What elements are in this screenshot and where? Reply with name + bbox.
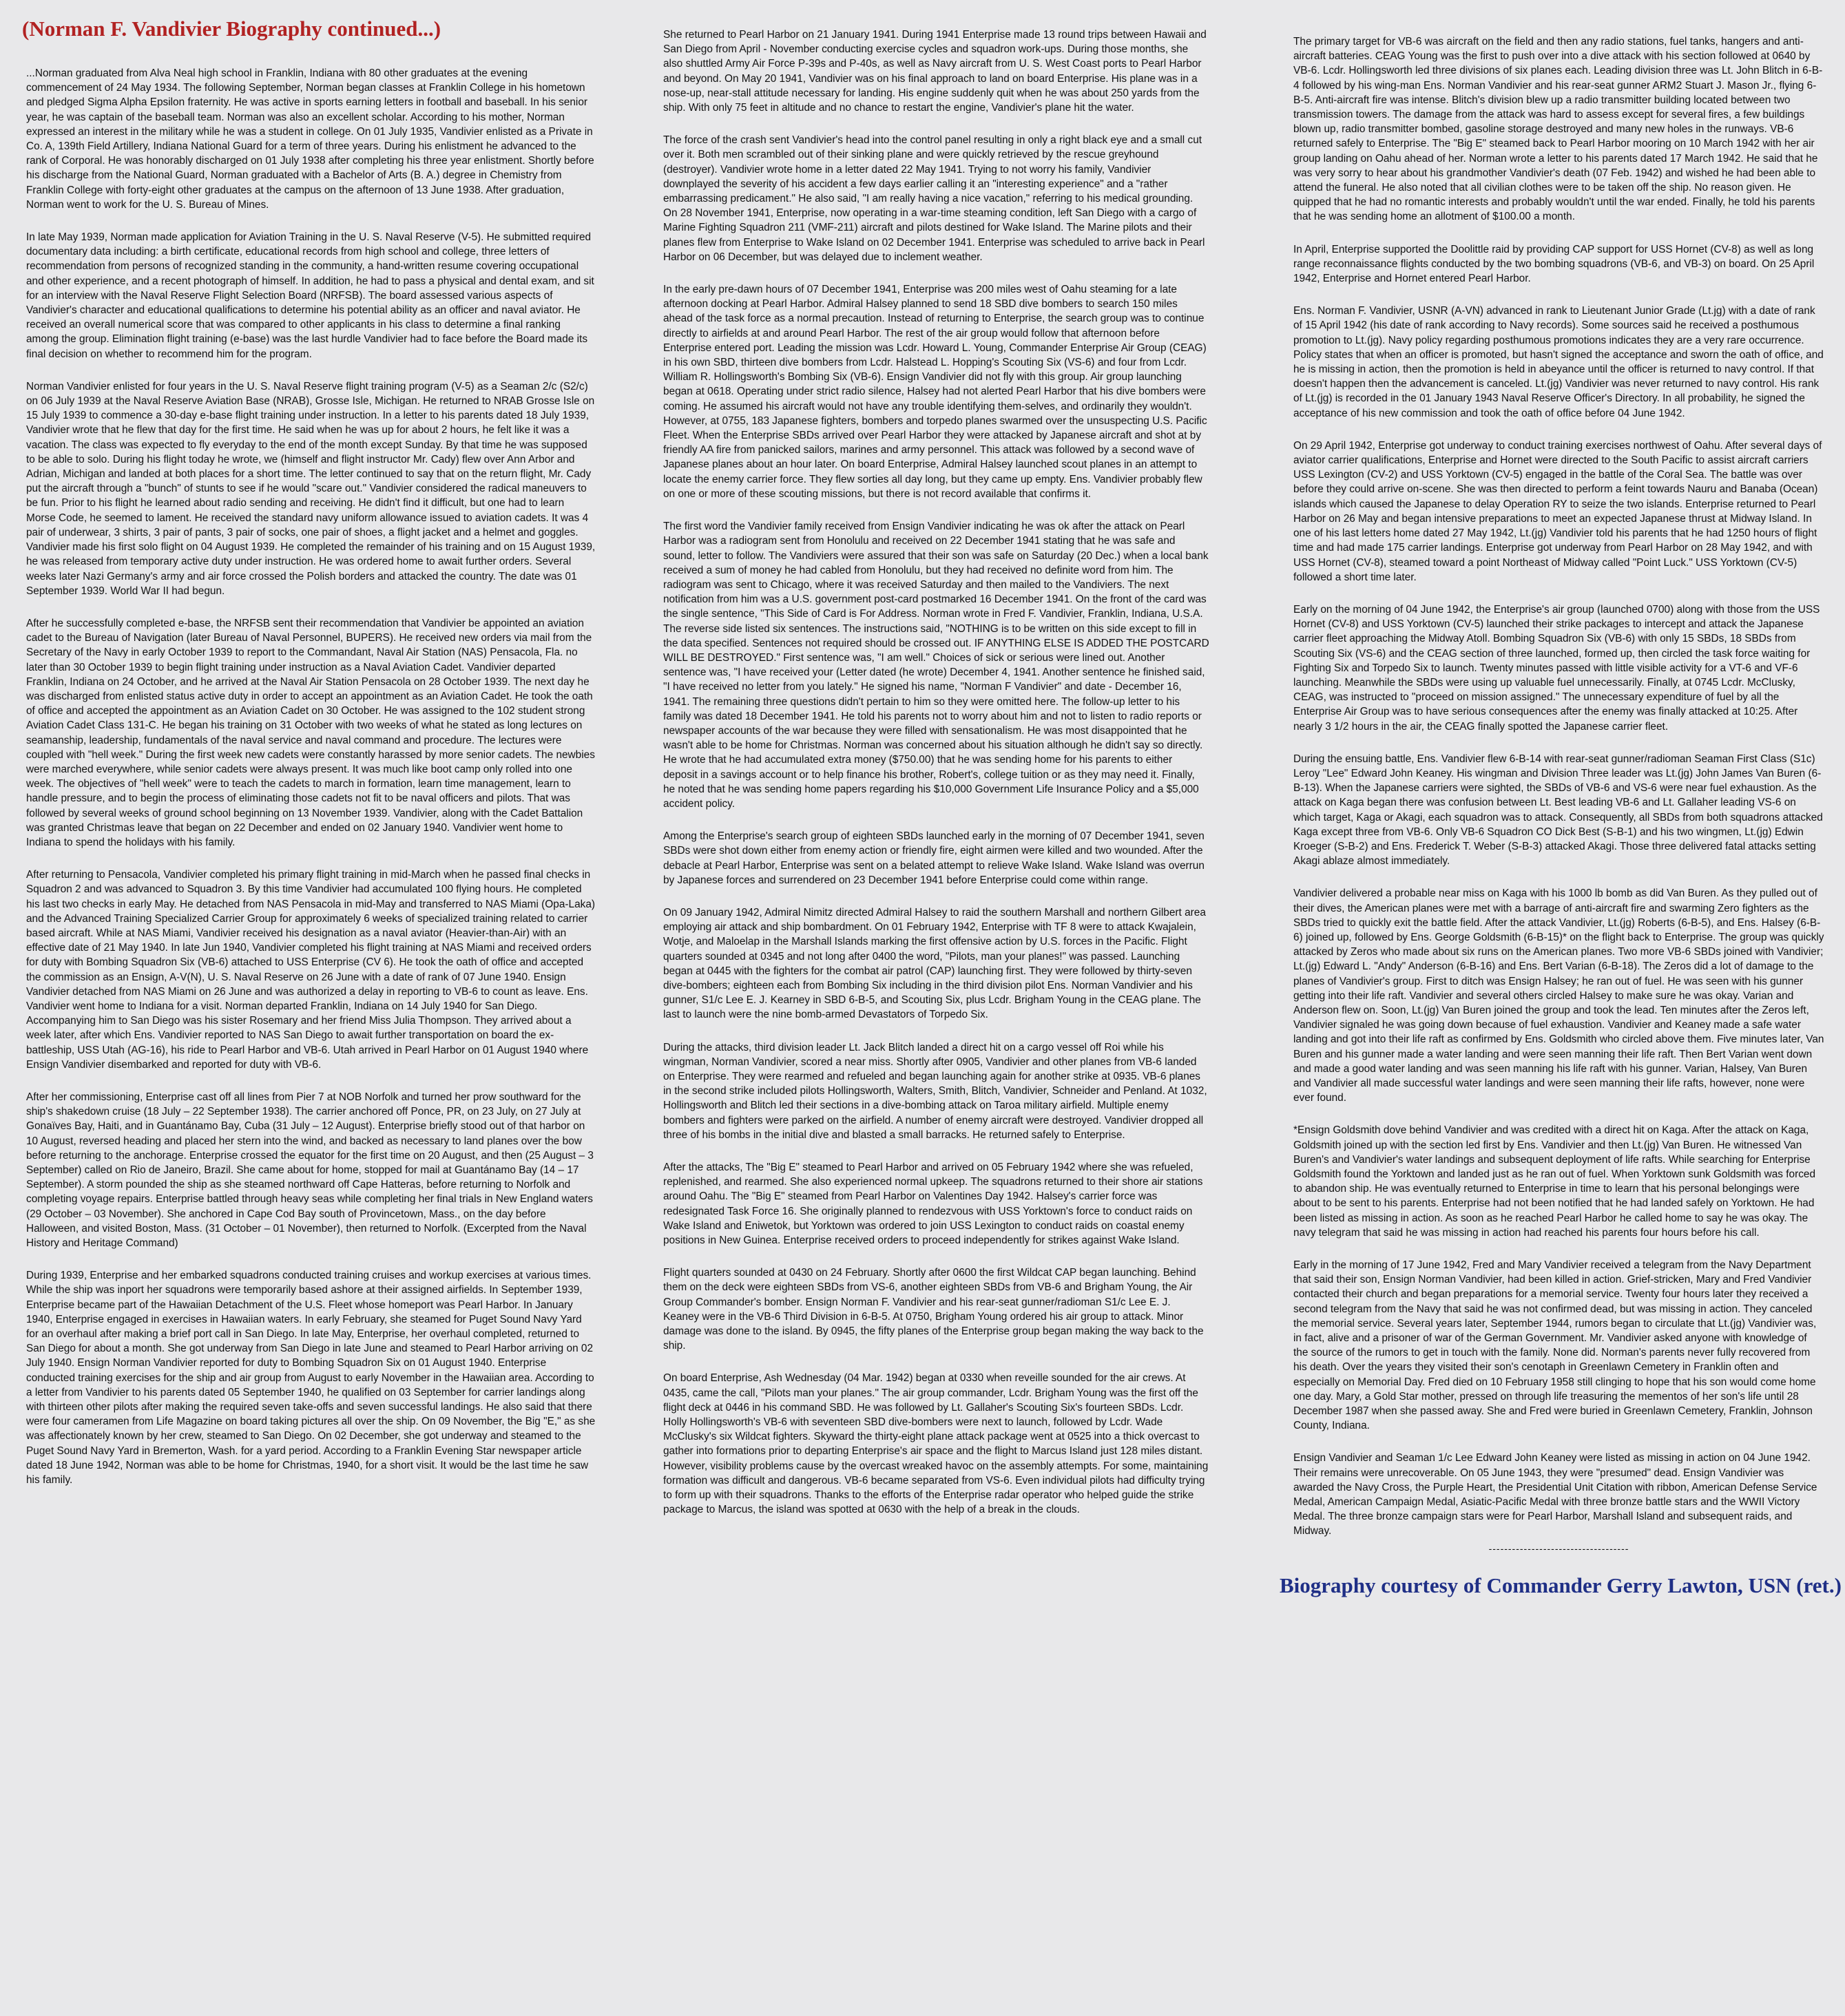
credit-line: Biography courtesy of Commander Gerry Lawton, USN (ret.) — [1280, 1573, 1842, 1597]
column-1 — [0, 0, 615, 2016]
paragraph: Early in the morning of 17 June 1942, Fred and Mary Vandivier received a telegram from the Navy Department that said their son, Ensign Norman Vandivier, had been killed in action. Grief-stricken, Mary and Fred Vandivier contacted their church and began preparations for a memorial service. Twenty four hours later they received a second telegram from the Navy that said he was not confirmed dead, but was missing in action. They canceled the memorial service. Several years later, September 1944, rumors began to circulate that Lt.(jg) Vandivier was, in fact, alive and a prisoner of war of the German Government. Mr. Vandivier asked anyone with knowledge of the source of the rumors to get in touch with the family. None did. Norman's parents never fully recovered from his death. Over the years they visited their son's cenotaph in Greenlawn Cemetery in Franklin often and especially on Memorial Day. Fred died on 10 February 1958 still clinging to hope that his son would come home one day. Mary, a Gold Star mother, pressed on through life treasuring the mementos of her son's life until 28 December 1987 when she passed away. She and Fred were buried in Greenlawn Cemetery, Franklin, Johnson County, Indiana. — [1293, 1259, 1817, 1432]
paragraph: Flight quarters sounded at 0430 on 24 February. Shortly after 0600 the first Wildcat CAP began launching. Behind them on the deck were eighteen SBDs from VS-6, another eighteen SBDs from VB-6 and Brigham Young, the Air Group Commander's bomber. Ensign Norman F. Vandivier and his rear-seat gunner/radioman S1/c Lee E. J. Keaney were in the VB-6 Third Division in 6-B-5. At 0750, Brigham Young ordered his air group to attack. Minor damage was done to the island. By 0945, the fifty planes of the Enterprise group began making the way back to the ship. — [663, 1267, 1204, 1352]
paragraph: In late May 1939, Norman made application for Aviation Training in the U. S. Naval Reserve (V-5). He submitted required documentary data including: a birth certificate, educational records from high school and college, three letters of recommendation from persons of recognized standing in the community, a hand-written resume covering occupational and other experience, and a recent photograph of himself. In addition, he had to pass a physical and dental exam, and sit for an interview with the Naval Reserve Flight Selection Board (NRFSB). The board assessed various aspects of Vandivier's character and educational qualifications to determine his potential ability as an officer and naval aviator. He received an overall numerical score that was compared to other applicants in his class to determine a final ranking among the group. Elimination flight training (e-base) was the last hurdle Vandivier had to face before the Board made its final decision on whether to recommend him for the program. — [26, 231, 594, 360]
paragraph: In April, Enterprise supported the Doolittle raid by providing CAP support for USS Hornet (CV-8) as well as long range reconnaissance flights conducted by the two bombing squadrons (VB-6, and VB-3) on board. On 25 April 1942, Enterprise and Hornet entered Pearl Harbor. — [1293, 243, 1815, 285]
paragraph: On 09 January 1942, Admiral Nimitz directed Admiral Halsey to raid the southern Marshall and northern Gilbert area employing air attack and ship bombardment. On 01 February 1942, Enterprise with TF 8 were to attack Kwajalein, Wotje, and Maloelap in the Marshall Islands marking the first offensive action by U.S. forces in the Pacific. Flight quarters sounded at 0345 and not long after 0400 the word, "Pilots, man your planes!" was passed. Launching began at 0445 with the fighters for the combat air patrol (CAP) launching first. They were followed by thirty-seven dive-bombers; eighteen each from Bombing Six including in the third division pilot Ens. Norman Vandivier and his gunner, S1/c Lee E. J. Kearney in SBD 6-B-5, and Scouting Six, plus Lcdr. Brigham Young in the CEAG plane. The last to launch were the nine bomb-armed Devastators of Torpedo Six. — [663, 906, 1206, 1021]
paragraph: She returned to Pearl Harbor on 21 January 1941. During 1941 Enterprise made 13 round trips between Hawaii and San Diego from April - November conducting exercise cycles and squadron work-ups. During those months, she also shuttled Army Air Force P-39s and P-40s, as well as Navy aircraft from U. S. West Coast ports to Pearl Harbor and beyond. On May 20 1941, Vandivier was on his final approach to land on board Enterprise. His plane was in a nose-up, near-stall attitude necessary for landing. His engine suddenly quit when he was about 250 yards from the ship. With only 75 feet in altitude and no chance to restart the engine, Vandivier's plane hit the water. — [663, 29, 1207, 114]
paragraph: The force of the crash sent Vandivier's head into the control panel resulting in only a right black eye and a small cut over it. Both men scrambled out of their sinking plane and were quickly retrieved by the rescue greyhound (destroyer). Vandivier wrote home in a letter dated 22 May 1941. Trying to not worry his family, Vandivier downplayed the severity of his accident a few days earlier calling it an "interesting experience" and a "rather embarrassing predicament." He also said, "I am really having a nice vacation," referring to his medical grounding. On 28 November 1941, Enterprise, now operating in a war-time steaming condition, left San Diego with a cargo of Marine Fighting Squadron 211 (VMF-211) aircraft and pilots destined for Wake Island. The Marine pilots and their planes flew from Enterprise to Wake Island on 02 December 1941. Enterprise was scheduled to arrive back in Pearl Harbor on 06 December, but was delayed due to inclement weather. — [663, 134, 1205, 263]
column-3 — [1230, 0, 1845, 2016]
paragraph: After he successfully completed e-base, the NRFSB sent their recommendation that Vandivier be appointed an aviation cadet to the Bureau of Navigation (later Bureau of Naval Personnel, BUPERS). He received new orders via mail from the Secretary of the Navy in early October 1939 to report to the Commandant, Naval Air Station (NAS) Pensacola, Fla. no later than 30 October 1939 to begin flight training under instruction as a Naval Aviation Cadet. Vandivier departed Franklin, Indiana on 24 October, and he arrived at the Naval Air Station Pensacola on 28 October 1939. The next day he was discharged from enlisted status active duty in order to accept an appointment as an Aviation Cadet. He took the oath of office and accepted the appointment as an Aviation Cadet on 30 October. He was assigned to the 102 student strong Aviation Cadet Class 131-C. He began his training on 31 October with two weeks of what he stated as long lectures on seamanship, leadership, fundamentals of the naval service and naval command and procedure. The lectures were coupled with "hell week." During the first week new cadets were constantly harassed by more senior cadets. The newbies were marched everywhere, while senior cadets were always present. It was much like boot camp only rolled into one week. The objectives of "hell week" were to teach the cadets to march in formation, learn time management, learn to handle pressure, and to begin the process of eliminating those cadets not fit to be naval officers and pilots. That was followed by several weeks of ground school beginning on 13 November 1939. Vandivier, along with the Cadet Battalion was granted Christmas leave that began on 22 December and ended on 02 January 1940. Vandivier went home to Indiana to spend the holidays with his family. — [26, 617, 595, 848]
paragraph: Norman Vandivier enlisted for four years in the U. S. Naval Reserve flight training program (V-5) as a Seaman 2/c (S2/c) on 06 July 1939 at the Naval Reserve Aviation Base (NRAB), Grosse Isle, Michigan. He returned to NRAB Grosse Isle on 15 July 1939 to commence a 30-day e-base flight training under instruction. In a letter to his parents dated 18 July 1939, Vandivier wrote that he flew that day for the first time. He said when he was up for about 2 hours, he felt like it was a vacation. The class was expected to fly everyday to the end of the month except Sunday. By that time he was supposed to be able to solo. During his flight today he wrote, we (himself and flight instructor Mr. Cady) flew over Ann Arbor and Adrian, Michigan and landed at both places for a short time. The letter continued to say that on the return flight, Mr. Cady put the aircraft through a "bunch" of stunts to see if he would "scare out." Vandivier considered the radical maneuvers to be fun. Prior to his flight he learned about radio sending and receiving. He didn't find it difficult, but one had to learn Morse Code, he seemed to lament. He received the standard navy uniform allowance issued to aviation cadets. It was 4 pair of underwear, 3 shirts, 3 pair of pants, 3 pair of socks, one pair of shoes, a flight jacket and a helmet and goggles. Vandivier made his first solo flight on 04 August 1939. He completed the remainder of his training and on 15 August 1939, he was released from temporary active duty under instruction. He was ordered home to await further orders. Several weeks later Nazi Germany's army and air force crossed the Polish borders and attacked the country. The date was 01 September 1939. World War II had begun. — [26, 380, 596, 597]
paragraph: The first word the Vandivier family received from Ensign Vandivier indicating he was ok after the attack on Pearl Harbor was a radiogram sent from Honolulu and received on 22 December 1941 stating that he was safe and sound, letter to follow. The Vandiviers were assured that their son was safe on Saturday (20 Dec.) when a local bank received a sum of money he had cabled from Honolulu, but they had received no definite word from him. The radiogram was sent to Chicago, where it was received Saturday and then mailed to the Vandiviers. The next notification from him was a U.S. government post-card postmarked 16 December 1941. On the front of the card was the single sentence, "This Side of Card is For Address. Norman wrote in Fred F. Vandivier, Franklin, Indiana, U.S.A. The reverse side listed six sentences. The instructions said, "NOTHING is to be written on this side except to fill in the data specified. Sentences not required should be crossed out. IF ANYTHING ELSE IS ADDED THE POSTCARD WILL BE DESTROYED." First sentence was, "I am well." Choices of sick or serious were lined out. Another sentence was, "I have received your (Letter dated (he wrote) December 4, 1941. Another sentence he finished said, "I have received no letter from you lately." He signed his name, "Norman F Vandivier" and date - December 16, 1941. The remaining three questions didn't pertain to him so they were omitted here. The follow-up letter to his family was dated 18 December 1941. He told his parents not to worry about him and not to listen to radio reports or newspaper accounts of the war because they were filled with sensationalism. He was most disappointed that he wasn't able to be home for Christmas. Norman was concerned about his situation although he didn't say so directly. He wrote that he had accumulated extra money ($750.00) that he was sending home for his parents to either deposit in a savings account or to help finance his brother, Robert's, college tuition or as they may need it. Finally, he noted that he was sending home papers regarding his $10,000 Government Life Insurance Policy and a $5,000 accident policy. — [663, 521, 1209, 810]
paragraph: Early on the morning of 04 June 1942, the Enterprise's air group (launched 0700) along with those from the USS Hornet (CV-8) and USS Yorktown (CV-5) launched their strike packages to intercept and attack the Japanese carrier fleet approaching the Midway Atoll. Bombing Squadron Six (VB-6) with only 15 SBDs, 18 SBDs from Scouting Six (VS-6) and the CEAG section of three launched, formed up, then circled the task force waiting for Fighting Six and Torpedo Six to launch. Twenty minutes passed with little visible activity for a VT-6 and VF-6 launching. Meanwhile the SBDs were using up valuable fuel unnecessarily. Finally, at 0745 Lcdr. McClusky, CEAG, was instructed to "proceed on mission assigned." The unnecessary expenditure of fuel by all the Enterprise Air Group was to have serious consequences after the enemy was finally attacked at 10:25. After nearly 3 1/2 hours in the air, the CEAG finally spotted the Japanese carrier fleet. — [1293, 603, 1820, 733]
paragraph: Ens. Norman F. Vandivier, USNR (A-VN) advanced in rank to Lieutenant Junior Grade (Lt.jg) with a date of rank of 15 April 1942 (his date of rank according to Navy records). Some sources said he received a posthumous promotion to Lt.(jg). Navy policy regarding posthumous promotions indicates they are a very rare occurrence. Policy states that when an officer is promoted, but hasn't signed the acceptance and sworn the oath of office, and he is missing in action, then the promotion is held in abeyance until the officer is returned to navy control. If that doesn't happen then the advancement is canceled. Lt.(jg) Vandivier was never returned to navy control. His rank of Lt.(jg) is recorded in the 01 January 1943 Naval Reserve Officer's Directory. In all probability, he signed the acceptance of his new commission and took the oath of office before 04 June 1942. — [1293, 305, 1824, 419]
paragraph: *Ensign Goldsmith dove behind Vandivier and was credited with a direct hit on Kaga. After the attack on Kaga, Goldsmith joined up with the section led first by Ens. Vandivier and then Lt.(jg) Van Buren. He witnessed Van Buren's and Vandivier's water landings and subsequent deployment of life rafts. While searching for Enterprise Goldsmith found the Yorktown and landed just as he ran out of fuel. When Yorktown sunk Goldsmith was forced to abandon ship. He was eventually returned to Enterprise in time to learn that his personal belongings were about to be sent to his parents. Enterprise had not been notified that he had landed safely on Yorktown. He had been listed as missing in action. As soon as he reached Pearl Harbor he called home to say he was okay. The navy telegram that said he was missing in action had reached his parents four hours before his call. — [1293, 1124, 1816, 1239]
paragraph: After the attacks, The "Big E" steamed to Pearl Harbor and arrived on 05 February 1942 where she was refueled, replenished, and rearmed. She also experienced normal upkeep. The squadrons returned to their shore air stations around Oahu. The "Big E" steamed from Pearl Harbor on Valentines Day 1942. Halsey's carrier force was redesignated Task Force 16. She originally planned to rendezvous with USS Yorktown's force to conduct raids on Wake Island and Eniwetok, but Yorktown was ordered to join USS Lexington to conduct raids on coastal enemy positions in New Guinea. Enterprise received orders to proceed independently for strikes against Wake Island. — [663, 1162, 1203, 1247]
paragraph: In the early pre-dawn hours of 07 December 1941, Enterprise was 200 miles west of Oahu steaming for a late afternoon docking at Pearl Harbor. Admiral Halsey planned to send 18 SBD dive bombers to search 150 miles ahead of the task force as a normal precaution. Instead of returning to Enterprise, the search group was to continue directly to airfields at and around Pearl Harbor. The rest of the air group would follow that afternoon before Enterprise entered port. Leading the mission was Lcdr. Howard L. Young, Commander Enterprise Air Group (CEAG) in his own SBD, thirteen dive bombers from Lcdr. Halstead L. Hopping's Scouting Six (VS-6) and four from Lcdr. William R. Hollingsworth's Bombing Six (VB-6). Ensign Vandivier did not fly with this group. Air group launching began at 0618. Operating under strict radio silence, Halsey had not alerted Pearl Harbor that his dive bombers were coming. He assumed his aircraft would not have any trouble identifying them-selves, and ordinarily they wouldn't. However, at 0755, 183 Japanese fighters, bombers and torpedo planes swarmed over the unsuspecting U.S. Pacific Fleet. When the Enterprise SBDs arrived over Pearl Harbor they were attacked by Japanese aircraft and shot at by friendly AA fire from panicked sailors, marines and army personnel. This attack was followed by a second wave of Japanese planes about an hour later. On board Enterprise, Admiral Halsey launched scout planes in an attempt to locate the enemy carrier force. They flew sorties all day long, but they came up empty. Ens. Vandivier probably flew on one or more of these scouting missions, but there is not record available that confirms it. — [663, 284, 1207, 500]
paragraph: Among the Enterprise's search group of eighteen SBDs launched early in the morning of 07 December 1941, seven SBDs were shot down either from enemy action or friendly fire, eight airmen were killed and two wounded. After the debacle at Pearl Harbor, Enterprise was sent on a belated attempt to relieve Wake Island. Wake Island was overrun by Japanese forces and surrendered on 23 December 1941 before Enterprise could come within range. — [663, 830, 1205, 886]
paragraph: The primary target for VB-6 was aircraft on the field and then any radio stations, fuel tanks, hangers and anti-aircraft batteries. CEAG Young was the first to push over into a dive attack with his section followed at 0640 by VB-6. Lcdr. Hollingsworth led three divisions of six planes each. Leading division three was Lt. John Blitch in 6-B-4 followed by his wing-man Ens. Norman Vandivier and his rear-seat gunner ARM2 Stuart J. Mason Jr., flying 6-B-5. Anti-aircraft fire was intense. Blitch's division blew up a radio transmitter building located between two transmission towers. The damage from the attack was hard to assess except for several fires, a few buildings blown up, radio transmitter bombed, gasoline storage destroyed and many new holes in the runways. VB-6 returned safely to Enterprise. The "Big E" steamed back to Pearl Harbor mooring on 10 March 1942 with her air group landing on Oahu ahead of her. Norman wrote a letter to his parents dated 17 March 1942. He said that he was very sorry to hear about his grandmother Vandivier's death (07 Feb. 1942) and wished he had been able to attend the funeral. He also noted that all civilian clothes were to be taken off the ship. No reason given. He quipped that he had no romantic interests and probably wouldn't until the war ended. Finally, he told his parents that he was sending home an allotment of $100.00 a month. — [1293, 36, 1823, 223]
paragraph: During 1939, Enterprise and her embarked squadrons conducted training cruises and workup exercises at various times. While the ship was inport her squadrons were temporarily based ashore at their assigned airfields. In September 1939, Enterprise became part of the Hawaiian Detachment of the U.S. Fleet whose homeport was Pearl Harbor. In January 1940, Enterprise engaged in exercises in Hawaiian waters. In early February, she steamed for Puget Sound Navy Yard for an overhaul after making a brief port call in San Diego. In late May, Enterprise, her overhaul completed, returned to San Diego for about a month. She got underway from San Diego in late June and steamed to Pearl Harbor arriving on 02 July 1940. Ensign Norman Vandivier reported for duty to Bombing Squadron Six on 01 August 1940. Enterprise conducted training exercises for the ship and air group from August to early November in the Hawaiian area. According to a letter from Vandivier to his parents dated 05 September 1940, he qualified on 03 September for carrier landings along with thirteen other pilots after making the required seven take-offs and seven successful landings. He also said that there were four cameramen from Life Magazine on board taking pictures all over the ship. On 09 November, the Big "E," as she was affectionately known by her crew, steamed to San Diego. On 02 December, she got underway and steamed to the Puget Sound Navy Yard in Bremerton, Wash. for a yard period. According to a Franklin Evening Star newspaper article dated 18 June 1942, Norman was able to be home for Christmas, 1940, for a short visit. It would be the last time he saw his family. — [26, 1270, 596, 1487]
paragraph: After her commissioning, Enterprise cast off all lines from Pier 7 at NOB Norfolk and turned her prow southward for the ship's shakedown cruise (18 July – 22 September 1938). The carrier anchored off Ponce, PR, on 23 July, on 27 July at Gonaïves Bay, Haiti, and in Guantánamo Bay, Cuba (31 July – 12 August). Enterprise briefly stood out of that harbor on 10 August, reversed heading and placed her stern into the wind, and backed as necessary to land planes over the bow before returning to the anchorage. Enterprise crossed the equator for the first time on 20 August, and then (25 August – 3 September) called on Rio de Janeiro, Brazil. She came about for home, stopped for mail at Guantánamo Bay (14 – 17 September). A storm pounded the ship as she steamed northward off Cape Hatteras, before returning to Norfolk and completing voyage repairs. Enterprise battled through heavy seas while completing her final trials in New England waters (29 October – 03 November). She anchored in Cape Cod Bay south of Provincetown, Mass., on the day before Halloween, and visited Boston, Mass. (31 October – 01 November), then returned to Norfolk. (Excerpted from the Naval History and Heritage Command) — [26, 1091, 594, 1250]
paragraph: Vandivier delivered a probable near miss on Kaga with his 1000 lb bomb as did Van Buren. As they pulled out of their dives, the American planes were met with a barrage of anti-aircraft fire and swarming Zero fighters as the SBDs tried to quickly exit the battle field. After the attack Vandivier, Lt.(jg) Roberts (6-B-5), and Ens. Halsey (6-B-6) joined up, followed by Ens. George Goldsmith (6-B-15)* on the flight back to Enterprise. The group was quickly attacked by Zeros who made about six runs on the American planes. Two more VB-6 SBDs joined with Vandivier; Lt.(jg) Edward L. "Andy" Anderson (6-B-16) and Ens. Bert Varian (6-B-18). The Zeros did a lot of damage to the planes of Vandivier's group. First to ditch was Ensign Halsey; he ran out of fuel. He was seen with his gunner getting into their life raft. Vandivier and several others circled Halsey to make sure he was okay. Varian and Anderson flew on. Soon, Lt.(jg) Van Buren joined the group and took the lead. Ten minutes after the Zeros left, Vandivier signaled he was going down because of fuel exhaustion. Vandivier and Keaney made a safe water landing and got into their life raft as confirmed by Ens. Goldsmith who circled above them. Five minutes later, Van Buren and his gunner made a water landing and were seen manning their life raft. Then Bert Varian went down and made a good water landing and was seen manning his life raft with his gunner. Varian, Halsey, Van Buren and Vandivier all made successful water landings and were seen manning their life rafts, however, none were ever found. — [1293, 888, 1824, 1104]
paragraph: Ensign Vandivier and Seaman 1/c Lee Edward John Keaney were listed as missing in action on 04 June 1942. Their remains were unrecoverable. On 05 June 1943, they were "presumed" dead. Ensign Vandivier was awarded the Navy Cross, the Purple Heart, the Presidential Unit Citation with ribbon, American Defense Service Medal, American Campaign Medal, Asiatic-Pacific Medal with three bronze battle stars and the WWII Victory Medal. The three bronze campaign stars were for Pearl Harbor, Marshall Island and subsequent raids, and Midway. — [1293, 1452, 1817, 1537]
paragraph: On 29 April 1942, Enterprise got underway to conduct training exercises northwest of Oahu. After several days of aviator carrier qualifications, Enterprise and Hornet were directed to the South Pacific to assist aircraft carriers USS Lexington (CV-2) and USS Yorktown (CV-5) engaged in the battle of the Coral Sea. The battle was over before they could arrive on-scene. She was then directed to perform a feint towards Nauru and Banaba (Ocean) islands which caused the Japanese to delay Operation RY to seize the two islands. Enterprise returned to Pearl Harbor on 26 May and began intensive preparations to meet an expected Japanese thrust at Midway Island. In one of his last letters home dated 27 May 1942, Lt.(jg) Vandivier told his parents that he had 1250 hours of flight time and had made 175 carrier landings. Enterprise got underway from Pearl Harbor on 28 May 1942, and with USS Hornet (CV-8), steamed toward a point Northeast of Midway called "Point Luck." USS Yorktown (CV-5) followed a short time later. — [1293, 439, 1822, 583]
paragraph: During the attacks, third division leader Lt. Jack Blitch landed a direct hit on a cargo vessel off Roi while his wingman, Norman Vandivier, scored a near miss. Shortly after 0905, Vandivier and other planes from VB-6 landed on Enterprise. They were rearmed and refueled and began launching again for another strike at 0935. VB-6 planes in the second strike included pilots Hollingsworth, Walters, Smith, Blitch, Vandivier, Schneider and Penland. At 1032, Hollingsworth and Blitch led their sections in a dive-bombing attack on Taroa military airfield. Multiple enemy bombers and fighters were parked on the airfield. A number of enemy aircraft were destroyed. Vandivier dropped all three of his bombs in the initial dive and blasted a small barracks. He returned safely to Enterprise. — [663, 1041, 1207, 1141]
divider-line: ------------------------------------ — [1488, 1542, 1629, 1554]
paragraph: During the ensuing battle, Ens. Vandivier flew 6-B-14 with rear-seat gunner/radioman Seaman First Class (S1c) Leroy "Lee" Edward John Keaney. His wingman and Division Three leader was Lt.(jg) John James Van Buren (6-B-13). When the Japanese carriers were sighted, the SBDs of VB-6 and VS-6 were near fuel exhaustion. As the attack on Kaga began there was confusion between Lt. Best leading VB-6 and Lt. Gallaher leading VS-6 on which target, Kaga or Akagi, each squadron was to attack. Consequently, all SBDs from both squadrons attacked Kaga except three from VB-6. Only VB-6 Squadron CO Dick Best (S-B-1) and his two wingmen, Lt.(jg) Edwin Kroeger (S-B-2) and Ens. Frederick T. Weber (S-B-3) attacked Akagi. Those three delivered fatal attacks setting Akagi ablaze almost immediately. — [1293, 753, 1823, 868]
paragraph: After returning to Pensacola, Vandivier completed his primary flight training in mid-March when he passed final checks in Squadron 2 and was advanced to Squadron 3. By this time Vandivier had accumulated 100 flying hours. He completed his last two checks in early May. He detached from NAS Pensacola in mid-May and transferred to NAS Miami (Opa-Laka) and the Advanced Training Specialized Carrier Group for approximately 6 weeks of specialized training related to carrier based aircraft. While at NAS Miami, Vandivier received his designation as a naval aviator (Heavier-than-Air) with an effective date of 21 May 1940. In late Jun 1940, Vandivier completed his flight training at NAS Miami and received orders for duty with Bombing Squadron Six (VB-6) attached to USS Enterprise (CV 6). He took the oath of office and accepted the commission as an Ensign, A-V(N), U. S. Naval Reserve on 26 June with a date of rank of 07 June 1940. Ensign Vandivier detached from NAS Miami on 26 June and was authorized a delay in reporting to VB-6 to count as leave. Ens. Vandivier went home to Indiana for a visit. Norman departed Franklin, Indiana on 14 July 1940 for San Diego. Accompanying him to San Diego was his sister Rosemary and her friend Miss Julia Thompson. They arrived about a week later, after which Ens. Vandivier reported to NAS San Diego to await further transportation on board the ex-battleship, USS Utah (AG-16), his ride to Pearl Harbor and VB-6. Utah arrived in Pearl Harbor on 01 August 1940 where Ensign Vandivier disembarked and reported for duty with VB-6. — [26, 869, 596, 1071]
page-title: (Norman F. Vandivier Biography continued...) — [22, 17, 441, 41]
paragraph: On board Enterprise, Ash Wednesday (04 Mar. 1942) began at 0330 when reveille sounded for the air crews. At 0435, came the call, "Pilots man your planes." The air group commander, Lcdr. Brigham Young was the first off the flight deck at 0446 in his command SBD. He was followed by Lt. Gallaher's Scouting Six's fourteen SBDs. Lcdr. Holly Hollingsworth's VB-6 with seventeen SBD dive-bombers were next to launch, followed by Lcdr. Wade McClusky's six Wildcat fighters. Skyward the thirty-eight plane attack package went at 0525 into a thick overcast to gather into formations prior to departing Enterprise's air space and the flight to Marcus Island just 128 miles distant. However, visibility problems cause by the overcast wreaked havoc on the assembly attempts. For some, maintaining formation was difficult and dangerous. VB-6 became separated from VS-6. Even individual pilots had difficulty trying to form up with their squadrons. Thanks to the efforts of the Enterprise radar operator who helped guide the strike package to Marcus, the island was spotted at 0630 with the help of a break in the clouds. — [663, 1372, 1209, 1516]
column-2 — [615, 0, 1230, 2016]
paragraph: ...Norman graduated from Alva Neal high school in Franklin, Indiana with 80 other graduates at the evening commencement of 24 May 1934. The following September, Norman began classes at Franklin College in his hometown and pledged Sigma Alpha Epsilon fraternity. He was active in sports earning letters in football and baseball. In his senior year, he was captain of the baseball team. Norman was also an excellent scholar. According to his mother, Norman expressed an interest in the military while he was a student in college. On 01 July 1935, Vandivier enlisted as a Private in Co. A, 139th Field Artillery, Indiana National Guard for a term of three years. During his enlistment he advanced to the rank of Corporal. He was honorably discharged on 01 July 1938 after completing his three year enlistment. Shortly before his discharge from the National Guard, Norman graduated with a Bachelor of Arts (B. A.) degree in Chemistry from Franklin College with forty-eight other graduates at the campus on the afternoon of 13 June 1938. After graduation, Norman went to work for the U. S. Bureau of Mines. — [26, 67, 594, 211]
